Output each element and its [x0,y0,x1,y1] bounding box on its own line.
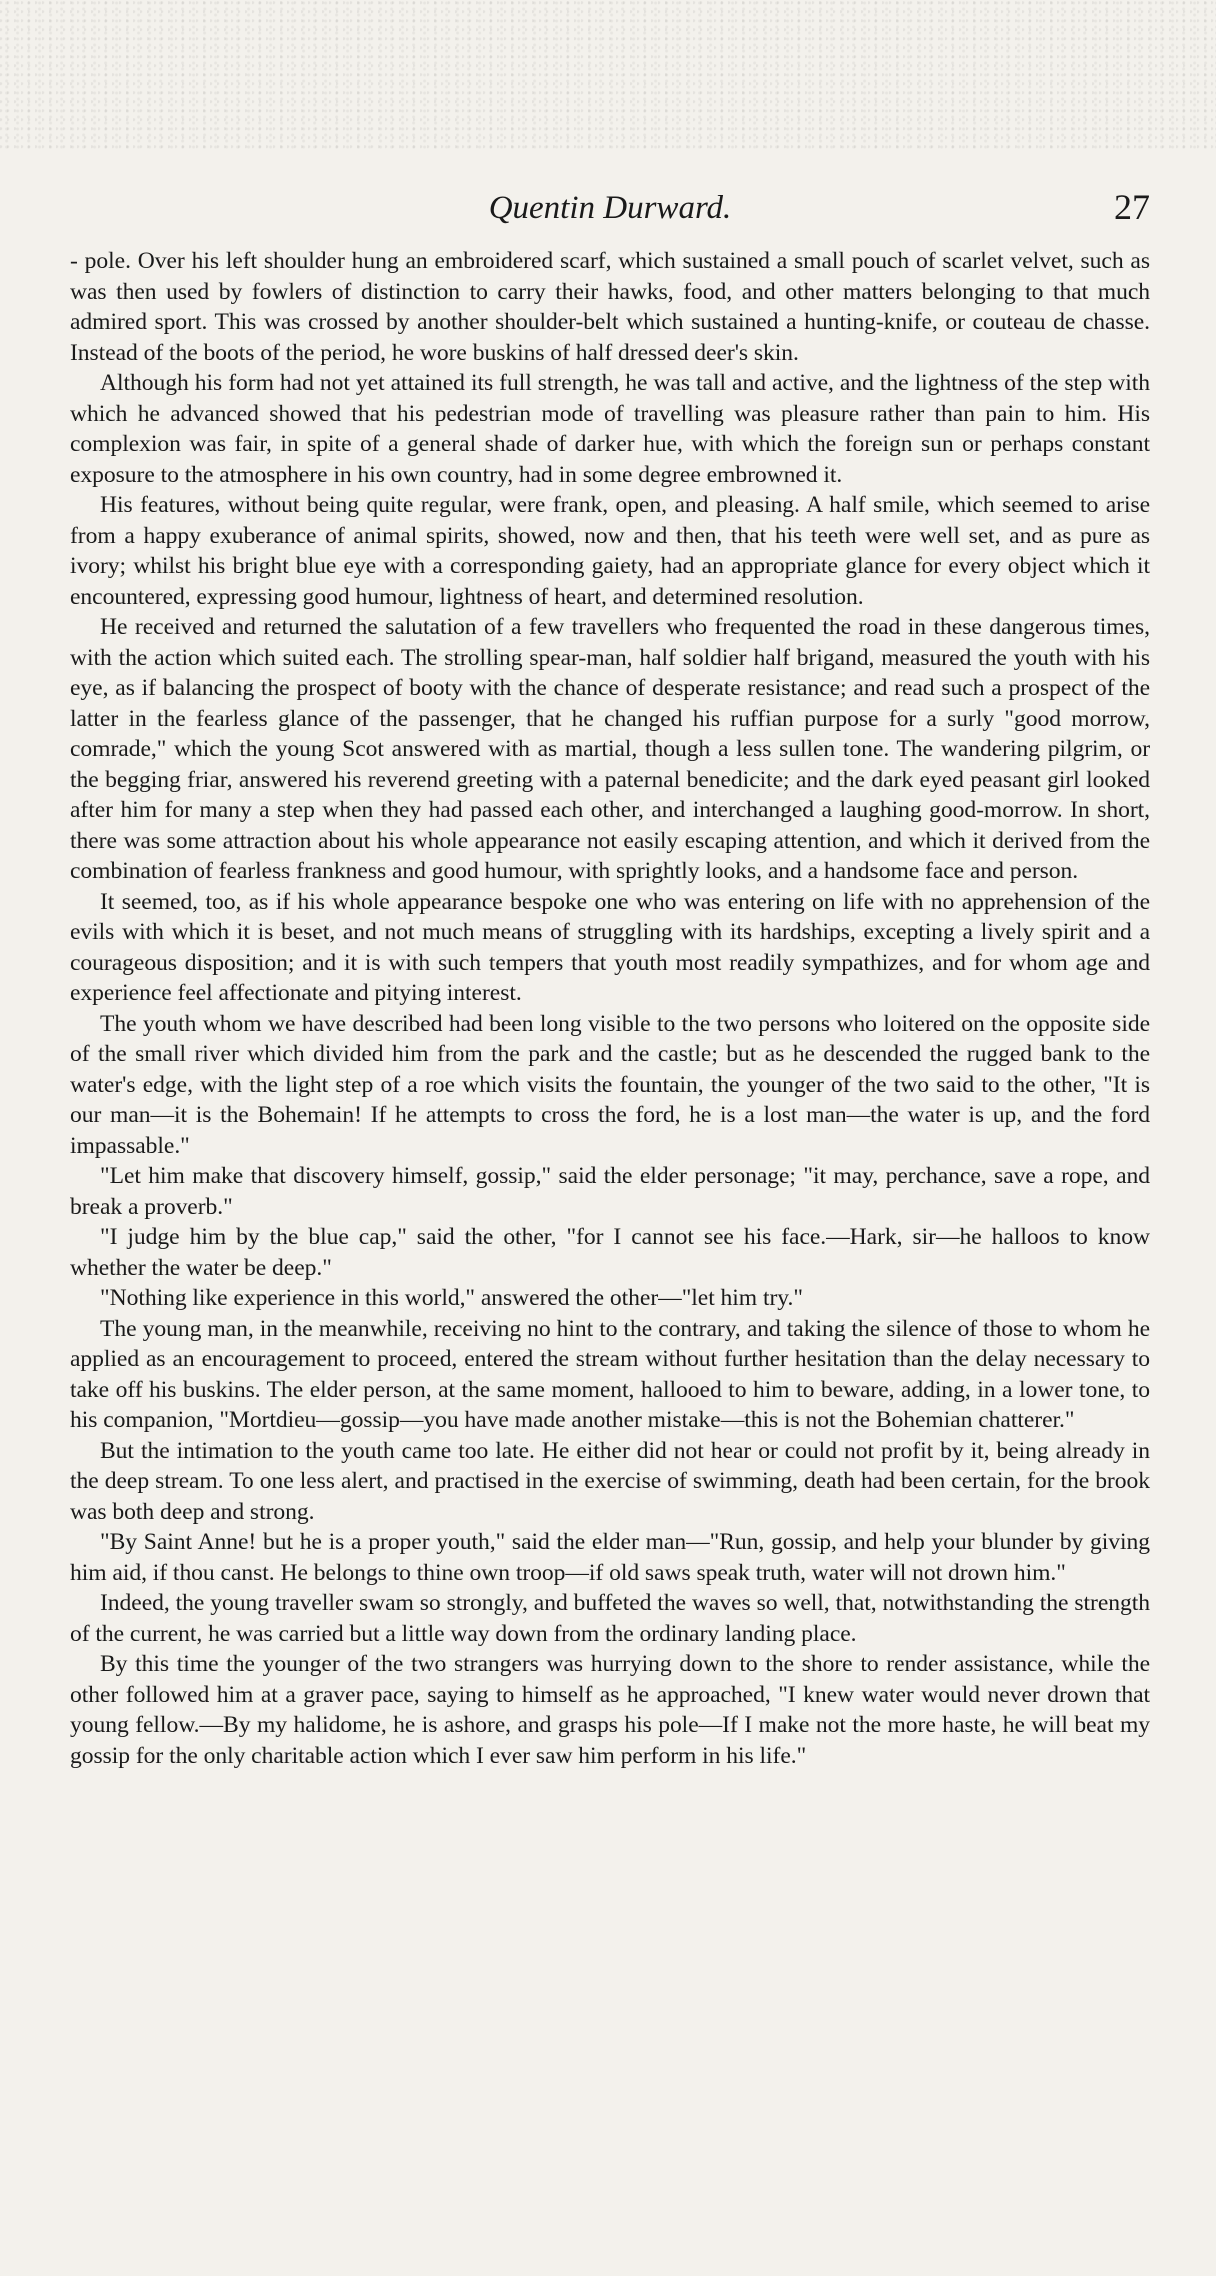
paragraph: "I judge him by the blue cap," said the other, "for I cannot see his face.—Hark, sir—he halloos to know whether the water be deep." [70,1224,1150,1281]
paragraph: Indeed, the young traveller swam so strongly, and buffeted the waves so well, that, notwithstanding the strength of the current, he was carried but a little way down from the ordinary landing place. [70,1590,1150,1647]
book-page [70,180,1150,1771]
paragraph: "By Saint Anne! but he is a proper youth," said the elder man—"Run, gossip, and help your blunder by giving him aid, if thou canst. He belongs to thine own troop—if old saws speak truth, water will not drown him." [70,1529,1150,1586]
paragraph: It seemed, too, as if his whole appearance bespoke one who was entering on life with no apprehension of the evils with which it is beset, and not much means of struggling with its hardships, excepting a lively spirit and a courageous disposition; and it is with such tempers that youth most readily sympathizes, and for whom age and experience feel affectionate and pitying interest. [70,888,1150,1006]
paragraph: His features, without being quite regular, were frank, open, and pleasing. A half smile, which seemed to arise from a happy exuberance of animal spirits, showed, now and then, that his teeth were well set, and as pure as ivory; whilst his bright blue eye with a corresponding gaiety, had an appropriate glance for every object which it encountered, expressing good humour, lightness of heart, and determined resolution. [70,492,1150,610]
body-text [70,246,1150,1771]
page-header [70,180,1150,240]
paragraph: The young man, in the meanwhile, receiving no hint to the contrary, and taking the silence of those to whom he applied as an encouragement to proceed, entered the stream without further hesitation than the delay necessary to take off his buskins. The elder person, at the same moment, hallooed to him to beware, adding, in a lower tone, to his companion, "Mortdieu—gossip—you have made another mistake—this is not the Bohemian chatterer." [70,1315,1150,1433]
paragraph: But the intimation to the youth came too late. He either did not hear or could not profit by it, being already in the deep stream. To one less alert, and practised in the exercise of swimming, death had been certain, for the brook was both deep and strong. [70,1437,1150,1525]
paragraph: Although his form had not yet attained its full strength, he was tall and active, and the lightness of the step with which he advanced showed that his pedestrian mode of travelling was pleasure rather than pain to him. His complexion was fair, in spite of a general shade of darker hue, with which the foreign sun or perhaps constant exposure to the atmosphere in his own country, had in some degree embrowned it. [70,370,1150,488]
paragraph: - pole. Over his left shoulder hung an embroidered scarf, which sustained a small pouch of scarlet velvet, such as was then used by fowlers of distinction to carry their hawks, food, and other matters belonging to that much admired sport. This was crossed by another shoulder-belt which sustained a hunting-knife, or couteau de chasse. Instead of the boots of the period, he wore buskins of half dressed deer's skin. [70,248,1150,366]
paragraph: The youth whom we have described had been long visible to the two persons who loitered on the opposite side of the small river which divided him from the park and the castle; but as he descended the rugged bank to the water's edge, with the light step of a roe which visits the fountain, the younger of the two said to the other, "It is our man—it is the Bohemain! If he attempts to cross the ford, he is a lost man—the water is up, and the ford impassable." [70,1010,1150,1159]
running-title: Quentin Durward. [488,190,732,226]
paper-texture [0,0,1216,150]
paragraph: "Let him make that discovery himself, gossip," said the elder personage; "it may, perchance, save a rope, and break a proverb." [70,1163,1150,1220]
page-number: 27 [1114,187,1150,227]
paragraph: He received and returned the salutation of a few travellers who frequented the road in these dangerous times, with the action which suited each. The strolling spear-man, half soldier half brigand, measured the youth with his eye, as if balancing the prospect of booty with the chance of desperate resistance; and read such a prospect of the latter in the fearless glance of the passenger, that he changed his ruffian purpose for a surly "good morrow, comrade," which the young Scot answered with as martial, though a less sullen tone. The wandering pilgrim, or the begging friar, answered his reverend greeting with a paternal benedicite; and the dark eyed peasant girl looked after him for many a step when they had passed each other, and interchanged a laughing good-morrow. In short, there was some attraction about his whole appearance not easily escaping attention, and which it derived from the combination of fearless frankness and good humour, with sprightly looks, and a handsome face and person. [70,614,1150,884]
paragraph: "Nothing like experience in this world," answered the other—"let him try." [100,1285,803,1311]
paragraph: By this time the younger of the two strangers was hurrying down to the shore to render assistance, while the other followed him at a graver pace, saying to himself as he approached, "I knew water would never drown that young fellow.—By my halidome, he is ashore, and grasps his pole—If I make not the more haste, he will beat my gossip for the only charitable action which I ever saw him perform in his life." [70,1651,1150,1769]
